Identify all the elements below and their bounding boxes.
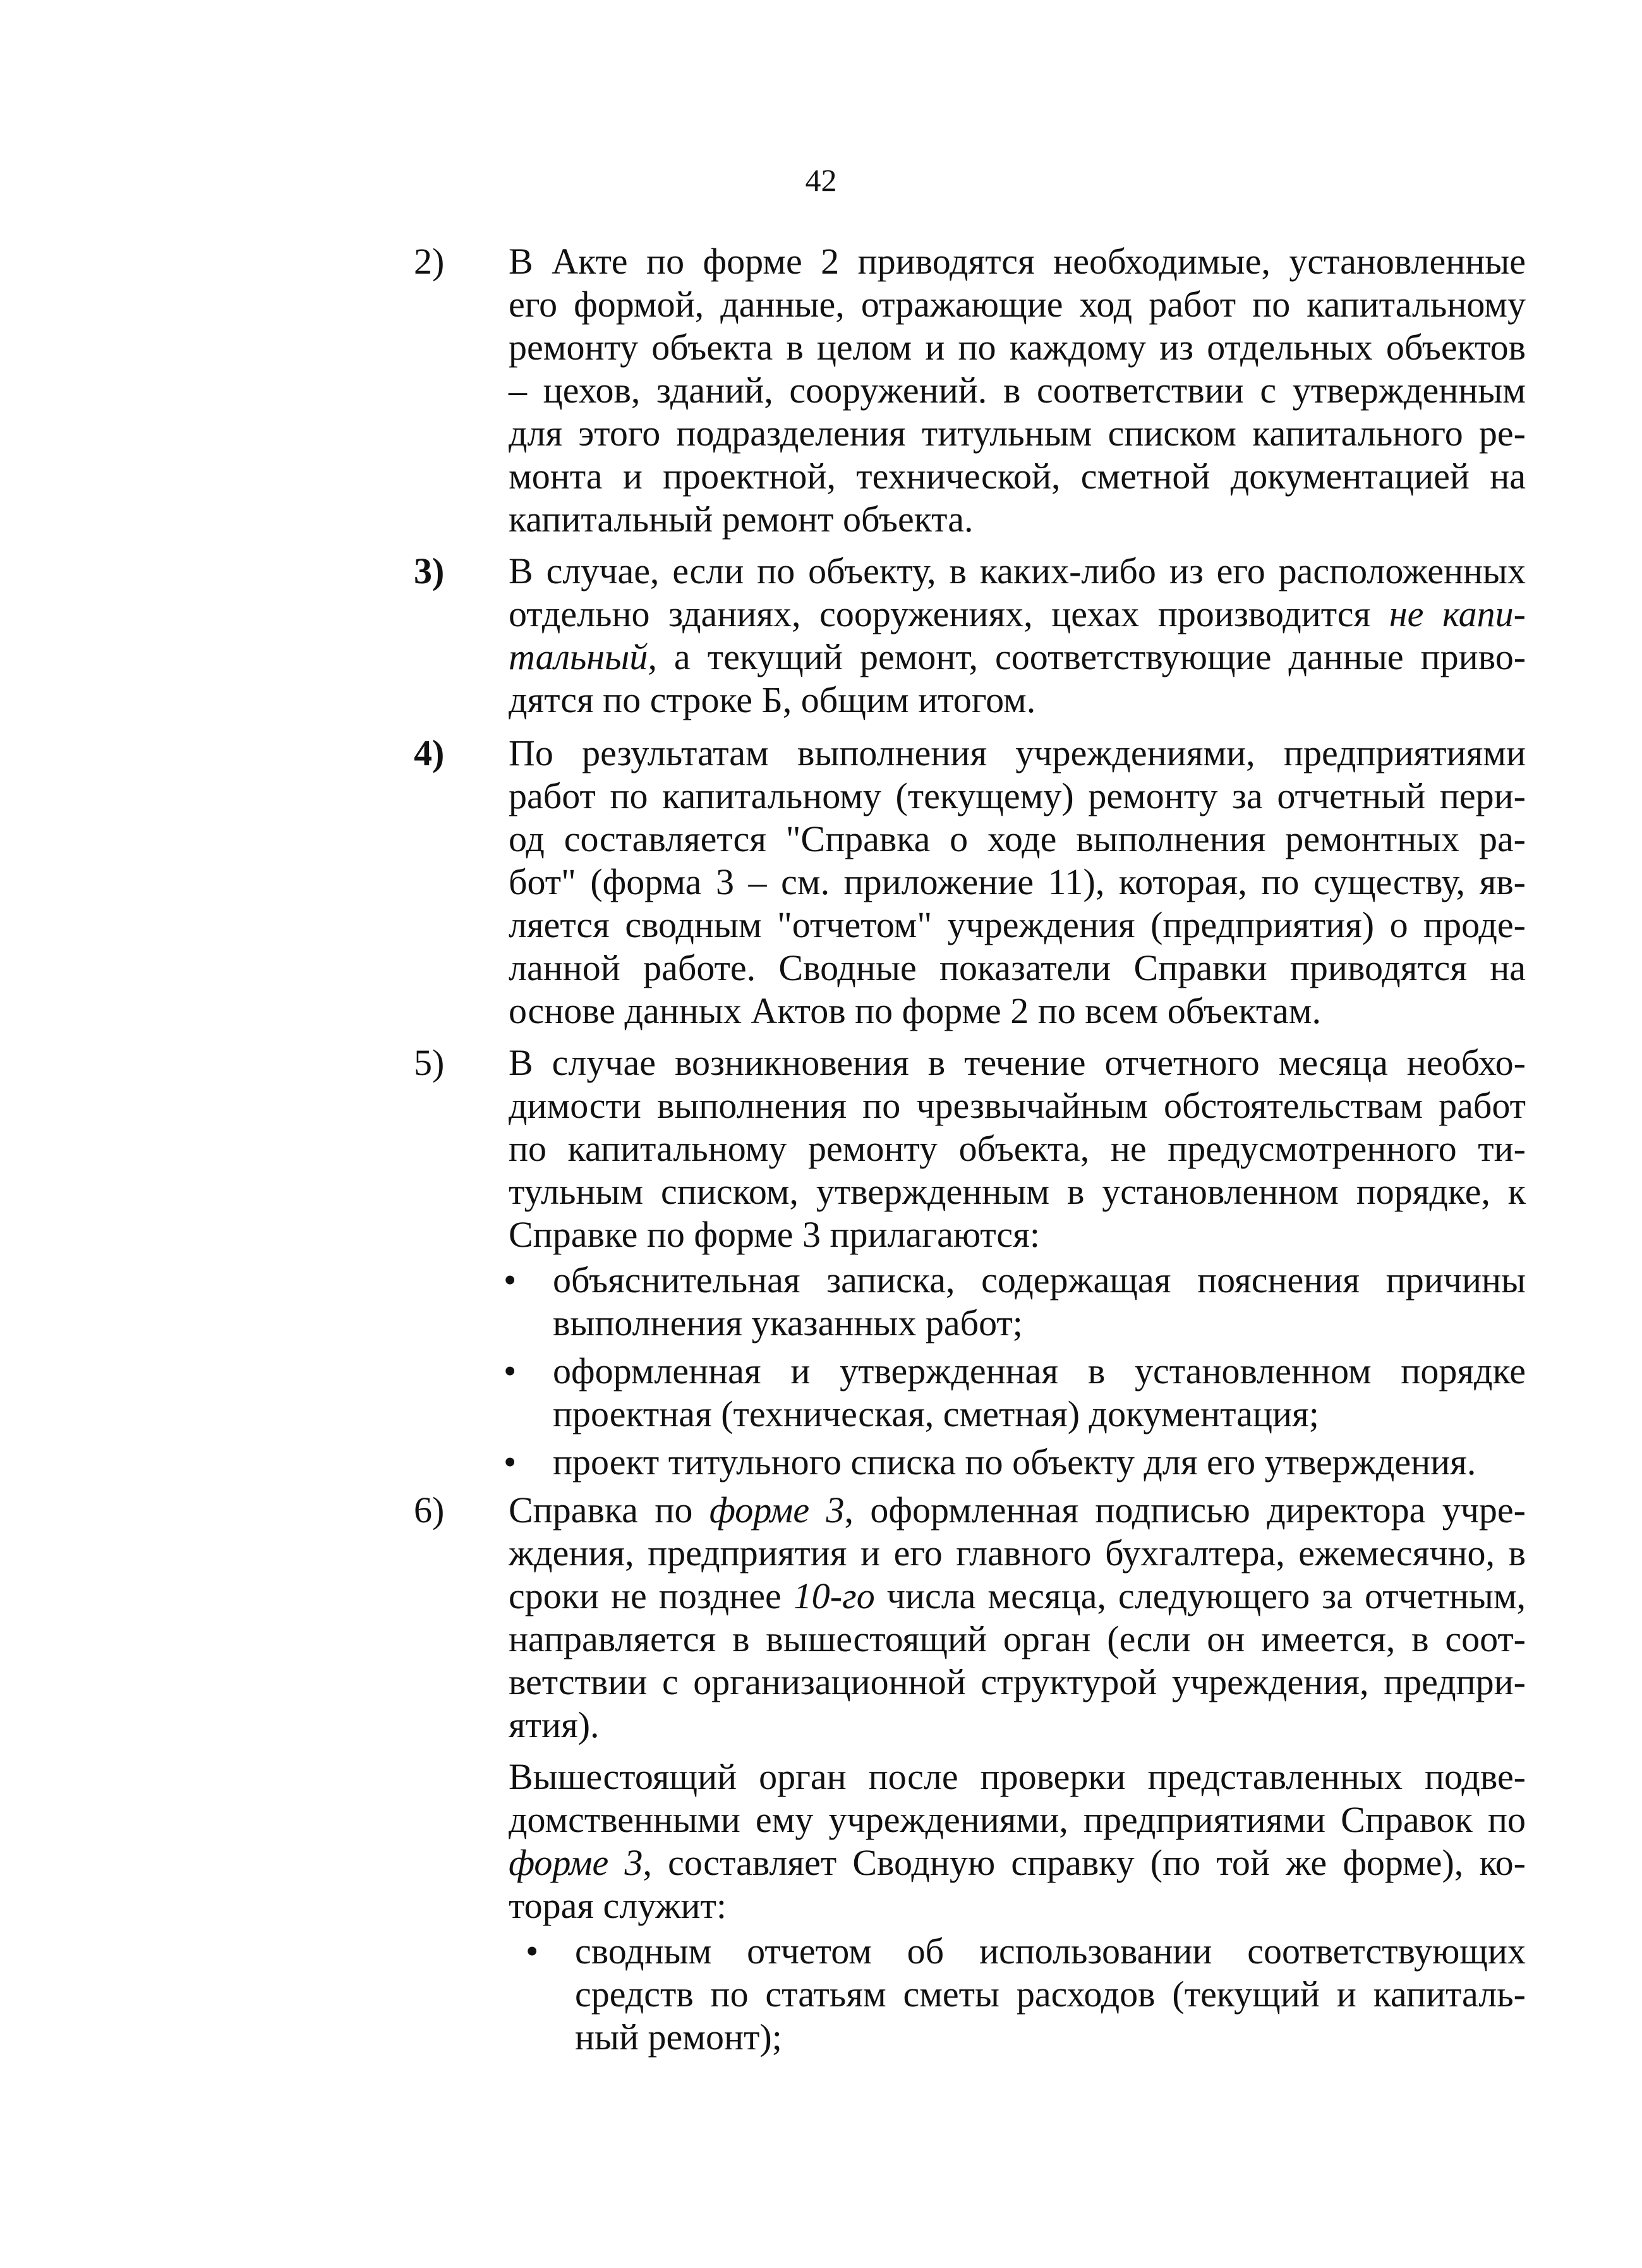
- text-line: Справке по форме 3 прилагаются:: [509, 1214, 1040, 1255]
- text-line: По результатам выполнения учреждениями, предприятиями: [509, 732, 1526, 773]
- bullet-item: [502, 1441, 1526, 1484]
- text-line: основе данных Актов по форме 2 по всем объектам.: [509, 990, 1321, 1031]
- item-number: 3): [414, 550, 445, 591]
- text-fragment: , оформленная подписью директора учре-: [844, 1489, 1526, 1531]
- text-line: [509, 1489, 1526, 1532]
- bullet-icon: •: [526, 1931, 539, 1972]
- text-line: проектная (техническая, сметная) документация;: [553, 1393, 1319, 1434]
- text-line: его формой, данные, отражающие ход работ по капитальному: [509, 284, 1526, 325]
- text-line: бот" (форма 3 – см. приложение 11), которая, по существу, яв-: [509, 861, 1526, 902]
- text-line: димости выполнения по чрезвычайным обстоятельствам работ: [509, 1085, 1526, 1126]
- text-line: средств по статьям сметы расходов (текущий и капиталь-: [575, 1974, 1526, 2015]
- bullet-icon: •: [504, 1441, 517, 1483]
- text-line: дятся по строке Б, общим итогом.: [509, 679, 1036, 720]
- text-line: сводным отчетом об использовании соответствующих: [575, 1931, 1526, 1972]
- emphasis-text: 10-го: [793, 1575, 875, 1616]
- emphasis-text: не капи-: [1389, 593, 1526, 634]
- item-text: [509, 240, 1526, 541]
- bullet-icon: •: [504, 1259, 517, 1301]
- text-line: ятия).: [509, 1704, 600, 1745]
- text-line: – цехов, зданий, сооружений. в соответствии с утвержденным: [509, 370, 1526, 411]
- text-fragment: Справка по: [509, 1489, 693, 1531]
- text-line: домственными ему учреждениями, предприятиями Справок по: [509, 1799, 1526, 1840]
- bullet-item: [502, 1350, 1526, 1436]
- text-line: тульным списком, утвержденным в установленном порядке, к: [509, 1171, 1526, 1212]
- item-text: [509, 732, 1526, 1033]
- item-text: [509, 550, 1526, 722]
- bullet-item: [524, 1930, 1526, 2059]
- item-text: [509, 1041, 1526, 1256]
- text-line: монта и проектной, технической, сметной документацией на: [509, 456, 1526, 497]
- text-line: [509, 593, 1526, 636]
- text-line: по капитальному ремонту объекта, не предусмотренного ти-: [509, 1128, 1526, 1169]
- text-line: В случае, если по объекту, в каких-либо из его расположенных: [509, 550, 1526, 591]
- text-line: ляется сводным "отчетом" учреждения (предприятия) о проде-: [509, 904, 1526, 945]
- item-text: [509, 1489, 1526, 1927]
- text-line: ный ремонт);: [575, 2016, 782, 2058]
- page-number: 42: [805, 162, 837, 198]
- text-line: [509, 1841, 1526, 1884]
- text-line: капитальный ремонт объекта.: [509, 499, 974, 540]
- bullet-icon: •: [504, 1350, 517, 1392]
- text-line: В Акте по форме 2 приводятся необходимые, установленные: [509, 241, 1526, 282]
- text-line: направляется в вышестоящий орган (если он имеется, в соот-: [509, 1618, 1526, 1659]
- text-line: ждения, предприятия и его главного бухгалтера, ежемесячно, в: [509, 1532, 1526, 1574]
- text-line: ланной работе. Сводные показатели Справки приводятся на: [509, 947, 1526, 988]
- text-line: выполнения указанных работ;: [553, 1302, 1023, 1343]
- item-number: 2): [414, 241, 445, 282]
- text-line: объяснительная записка, содержащая пояснения причины: [553, 1259, 1526, 1301]
- text-line: [509, 636, 1526, 679]
- text-line: [509, 1575, 1526, 1618]
- emphasis-text: форме 3: [709, 1489, 845, 1531]
- text-line: ветствии с организационной структурой учреждения, предпри-: [509, 1661, 1526, 1702]
- text-fragment: числа месяца, следующего за отчетным,: [886, 1575, 1526, 1616]
- text-fragment: , составляет Сводную справку (по той же форме), ко-: [643, 1842, 1526, 1883]
- bullet-item: [502, 1259, 1526, 1345]
- item-number: 6): [414, 1489, 445, 1531]
- text-fragment: а текущий ремонт, соответствующие данные приво-: [673, 636, 1526, 677]
- text-line: ремонту объекта в целом и по каждому из отдельных объектов: [509, 327, 1526, 368]
- text-line: для этого подразделения титульным списком капитального ре-: [509, 413, 1526, 454]
- text-line: оформленная и утвержденная в установленном порядке: [553, 1350, 1526, 1392]
- text-line: работ по капитальному (текущему) ремонту за отчетный пери-: [509, 775, 1526, 816]
- text-fragment: отдельно зданиях, сооружениях, цехах производится: [509, 593, 1371, 634]
- text-fragment: сроки не позднее: [509, 1575, 782, 1616]
- emphasis-text: тальный,: [509, 636, 657, 677]
- text-line: торая служит:: [509, 1885, 727, 1926]
- text-line: Вышестоящий орган после проверки представленных подве-: [509, 1756, 1526, 1797]
- item-number: 5): [414, 1042, 445, 1083]
- text-line: проект титульного списка по объекту для его утверждения.: [553, 1441, 1476, 1483]
- emphasis-text: форме 3: [509, 1842, 643, 1883]
- item-number: 4): [414, 732, 445, 773]
- text-line: од составляется "Справка о ходе выполнения ремонтных ра-: [509, 818, 1526, 859]
- text-line: В случае возникновения в течение отчетного месяца необхо-: [509, 1042, 1526, 1083]
